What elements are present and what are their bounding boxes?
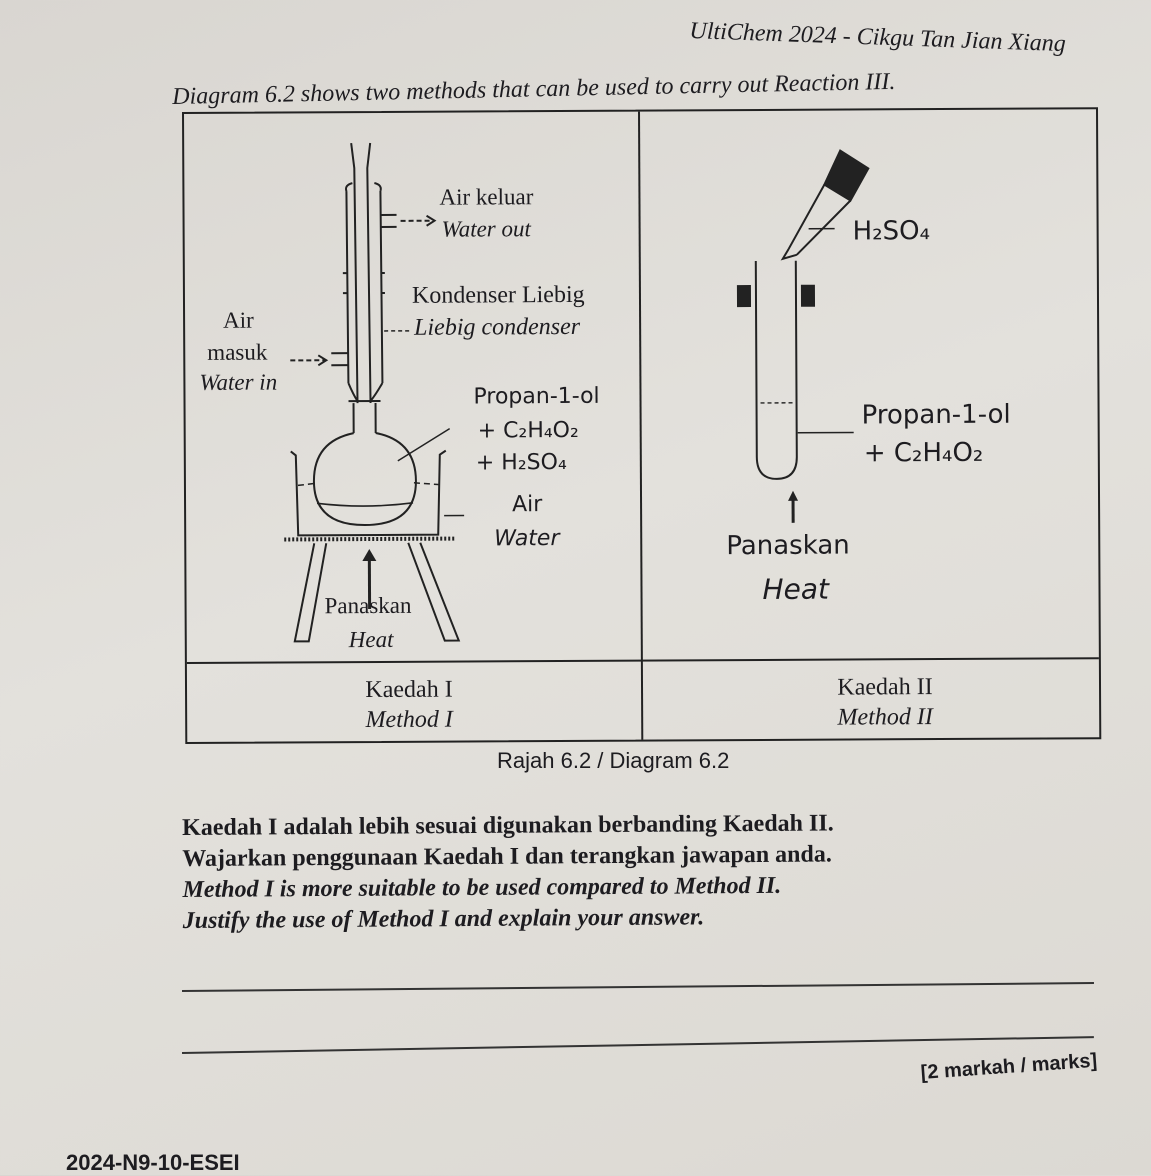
question-ms-1: Kaedah I adalah lebih sesuai digunakan berbanding Kaedah II.	[182, 808, 834, 844]
mixture-label-1: Propan-1-ol	[473, 384, 599, 411]
heat-label-ms-1: Panaskan	[325, 593, 412, 619]
water-out-label-en: Water out	[442, 216, 531, 242]
method-2-name-ms: Kaedah II	[735, 672, 1035, 704]
condenser-label-ms: Kondenser Liebig	[412, 282, 585, 309]
acid-label: H₂SO₄	[853, 218, 931, 244]
dropper-bulb	[824, 150, 868, 200]
mixture2-label-2: + C₂H₄O₂	[864, 440, 984, 467]
page-header: UltiChem 2024 - Cikgu Tan Jian Xiang	[689, 18, 1066, 58]
method-2-name	[735, 672, 1035, 734]
page-footer-code: 2024-N9-10-ESEI	[66, 1150, 240, 1176]
question-ms-2: Wajarkan penggunaan Kaedah I dan terangkan jawapan anda.	[182, 839, 834, 875]
flask-neck	[349, 401, 381, 433]
water-in-arm	[331, 353, 348, 365]
water-label-ms: Air	[512, 492, 542, 518]
condenser-inner-tube	[351, 143, 371, 403]
wire-gauze	[284, 539, 454, 540]
method-1-name-en: Method I	[259, 704, 559, 736]
diagram-frame	[182, 107, 1101, 744]
mixture-label-3: + H₂SO₄	[476, 450, 567, 476]
method-1-name-ms: Kaedah I	[259, 674, 559, 706]
heat-label-ms-2: Panaskan	[726, 533, 850, 560]
question-en-1: Method I is more suitable to be used compared to Method II.	[182, 870, 834, 906]
tube-clamp-right	[802, 286, 814, 306]
bath-water-level	[298, 483, 440, 486]
method-2-name-en: Method II	[735, 702, 1035, 734]
question-en-2: Justify the use of Method I and explain your answer.	[183, 901, 835, 937]
water-out-label-ms: Air keluar	[439, 184, 533, 210]
heat-label-en-1: Heat	[349, 627, 394, 653]
heat-label-en-2: Heat	[762, 577, 829, 603]
dropper-tube	[782, 185, 850, 259]
answer-line-1[interactable]	[182, 982, 1094, 992]
answer-line-2[interactable]	[182, 1036, 1094, 1054]
question-text	[182, 808, 834, 937]
round-bottom-flask	[314, 433, 416, 526]
water-out-arm	[381, 215, 397, 227]
water-in-label-ms-2: masuk	[207, 340, 267, 366]
water-in-label-en: Water in	[199, 370, 277, 396]
condenser-jacket	[346, 183, 383, 401]
mixture2-label-1: Propan-1-ol	[862, 402, 1011, 429]
condenser-label-en: Liebig condenser	[414, 314, 580, 341]
test-tube	[756, 261, 797, 479]
marks-label: [2 markah / marks]	[920, 1050, 1098, 1085]
mixture-label-2: + C₂H₄O₂	[478, 418, 579, 445]
water-in-label-ms-1: Air	[223, 308, 254, 334]
method-1-name	[259, 674, 559, 736]
diagram-intro: Diagram 6.2 shows two methods that can be used to carry out Reaction III.	[172, 69, 896, 111]
flask-liquid	[317, 503, 413, 507]
tube-clamp-left	[738, 286, 750, 306]
diagram-caption: Rajah 6.2 / Diagram 6.2	[497, 748, 729, 774]
water-label-en: Water	[494, 526, 559, 552]
